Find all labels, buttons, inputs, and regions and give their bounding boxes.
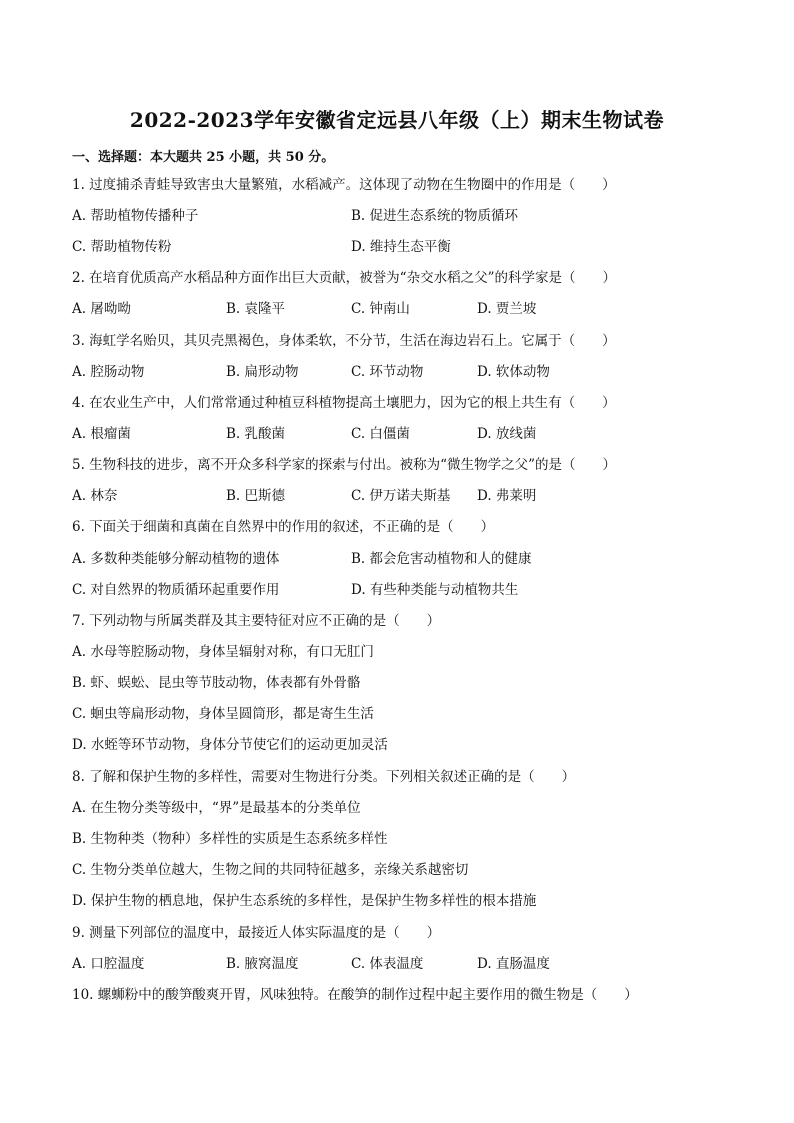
option-a: A. 屠呦呦 <box>72 301 131 317</box>
option-d: D. 水蛭等环节动物，身体分节使它们的运动更加灵活 <box>72 737 388 753</box>
option-d: D. 软体动物 <box>477 364 550 380</box>
option-b: B. 都会危害动植物和人的健康 <box>351 551 532 567</box>
option-d: D. 维持生态平衡 <box>351 239 451 255</box>
question-stem: 6. 下面关于细菌和真菌在自然界中的作用的叙述，不正确的是（ ） <box>72 519 495 535</box>
option-b: B. 生物种类（物种）多样性的实质是生态系统多样性 <box>72 831 388 847</box>
question-stem: 9. 测量下列部位的温度中，最接近人体实际温度的是（ ） <box>72 925 441 941</box>
option-c: C. 对自然界的物质循环起重要作用 <box>72 582 280 598</box>
option-c: C. 白僵菌 <box>351 426 410 442</box>
option-a: A. 多数种类能够分解动植物的遗体 <box>72 551 280 567</box>
section-heading: 一、选择题：本大题共 25 小题，共 50 分。 <box>72 150 335 165</box>
question-stem: 8. 了解和保护生物的多样性，需要对生物进行分类。下列相关叙述正确的是（ ） <box>72 769 576 785</box>
option-b: B. 虾、蜈蚣、昆虫等节肢动物，体表都有外骨骼 <box>72 675 361 691</box>
question-stem: 7. 下列动物与所属类群及其主要特征对应不正确的是（ ） <box>72 613 441 629</box>
option-b: B. 巴斯德 <box>226 488 286 504</box>
option-c: C. 伊万诺夫斯基 <box>351 488 451 504</box>
option-a: A. 水母等腔肠动物，身体呈辐射对称，有口无肛门 <box>72 644 374 660</box>
option-c: C. 钟南山 <box>351 301 410 317</box>
option-d: D. 保护生物的栖息地，保护生态系统的多样性，是保护生物多样性的根本措施 <box>72 893 537 909</box>
option-c: C. 环节动物 <box>351 364 424 380</box>
option-a: A. 在生物分类等级中，“界”是最基本的分类单位 <box>72 800 361 816</box>
option-a: A. 林奈 <box>72 488 118 504</box>
option-a: A. 口腔温度 <box>72 956 145 972</box>
option-c: C. 蛔虫等扁形动物，身体呈圆筒形，都是寄生生活 <box>72 706 374 722</box>
option-c: C. 生物分类单位越大，生物之间的共同特征越多，亲缘关系越密切 <box>72 862 469 878</box>
question-stem: 2. 在培育优质高产水稻品种方面作出巨大贡献，被誉为“杂交水稻之父”的科学家是（ ） <box>72 270 616 286</box>
option-a: A. 帮助植物传播种子 <box>72 208 199 224</box>
option-b: B. 腋窝温度 <box>226 956 299 972</box>
option-b: B. 促进生态系统的物质循环 <box>351 208 519 224</box>
exam-title: 2022-2023学年安徽省定远县八年级（上）期末生物试卷 <box>129 108 665 132</box>
option-a: A. 腔肠动物 <box>72 364 145 380</box>
option-b: B. 袁隆平 <box>226 301 286 317</box>
question-stem: 10. 螺蛳粉中的酸笋酸爽开胃，风味独特。在酸笋的制作过程中起主要作用的微生物是（ ） <box>72 987 638 1003</box>
option-d: D. 有些种类能与动植物共生 <box>351 582 519 598</box>
question-stem: 3. 海虹学名贻贝，其贝壳黑褐色，身体柔软，不分节，生活在海边岩石上。它属于（ ） <box>72 333 616 349</box>
option-d: D. 直肠温度 <box>477 956 550 972</box>
option-d: D. 弗莱明 <box>477 488 537 504</box>
option-d: D. 贾兰坡 <box>477 301 537 317</box>
option-b: B. 乳酸菌 <box>226 426 286 442</box>
question-stem: 1. 过度捕杀青蛙导致害虫大量繁殖，水稻减产。这体现了动物在生物圈中的作用是（ ） <box>72 177 616 193</box>
option-c: C. 体表温度 <box>351 956 424 972</box>
option-d: D. 放线菌 <box>477 426 537 442</box>
question-stem: 5. 生物科技的进步，离不开众多科学家的探索与付出。被称为“微生物学之父”的是（ ） <box>72 457 616 473</box>
option-c: C. 帮助植物传粉 <box>72 239 172 255</box>
option-b: B. 扁形动物 <box>226 364 299 380</box>
question-stem: 4. 在农业生产中，人们常常通过种植豆科植物提高土壤肥力，因为它的根上共生有（ ） <box>72 395 616 411</box>
option-a: A. 根瘤菌 <box>72 426 131 442</box>
